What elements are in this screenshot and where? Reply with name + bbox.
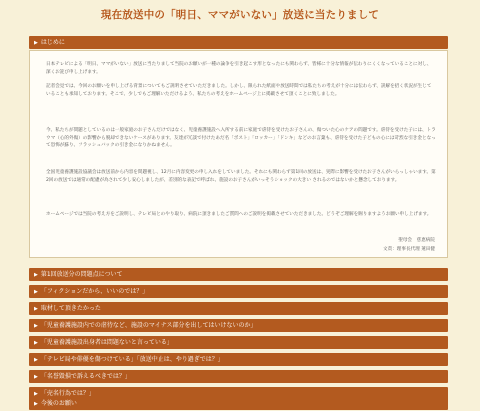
menu-item-1[interactable] — [29, 268, 448, 281]
intro-paragraph-1: 日本テレビによる「明日、ママがいない」放送に当たりまして当院のお願いが一種の論争を引き起こす形となったにも関わらず、皆様に十分な情報が伝わりにくくなっていることに対し、深くお詫び申し上げます。 — [46, 62, 432, 75]
page-title: 現在放送中の「明日、ママがいない」放送に当たりまして — [100, 9, 380, 21]
menu-item-label: 第1回放送分の問題点について — [40, 271, 123, 278]
menu-item-label: 「児童養護施設出身者は問題ないと言っている」 — [40, 339, 173, 346]
menu-item-label: 「フィクションだから、いいのでは？」 — [40, 288, 149, 295]
menu-item-label: 「児童養護施設内での虐待など、施設のマイナス部分を出してはいけないのか」 — [40, 322, 257, 329]
triangle-right-icon: ▶ — [34, 401, 38, 407]
menu-item-label: 「テレビ局や俳優を傷つけている」「放送中止は、やり過ぎでは？」 — [40, 356, 224, 363]
intro-paragraph-2: 記者会見では、今回のお願いを申し上げる背景についてもご説明させていただきました。しかし、限られた紙面や放送時間では私たちの考えが十分には伝わらず、誤解を招く状況が生じていることも承知しております。そこで、少しでもご理解いただけるよう、私たちの考えをホームページ上に掲載させて頂くことに致しました。 — [46, 84, 432, 97]
intro-panel — [29, 50, 448, 258]
signature-name: 文責：理事長代理 蓮田健 — [383, 247, 435, 252]
menu-item-5[interactable] — [29, 336, 448, 349]
triangle-right-icon: ▶ — [34, 306, 38, 312]
triangle-right-icon: ▶ — [34, 272, 38, 278]
menu-item-label: 「売名行為では？」 — [40, 390, 95, 397]
intro-paragraph-5: ホームページでは当院の考え方をご説明し、テレビ局とのやり取り、病院に頂きましたご質問へのご説明を掲載させていただきました。どうぞご理解を賜りますようお願い申し上げます。 — [46, 212, 432, 217]
menu-item-2[interactable] — [29, 285, 448, 298]
menu-item-7[interactable] — [29, 370, 448, 383]
menu-item-label: 取材して頂きたかった — [40, 305, 101, 312]
triangle-right-icon: ▶ — [34, 340, 38, 346]
triangle-right-icon: ▶ — [34, 289, 38, 295]
triangle-right-icon: ▶ — [34, 40, 38, 46]
menu-item-9[interactable] — [29, 398, 448, 410]
menu-item-label: 今後のお願い — [40, 400, 77, 407]
menu-item-6[interactable] — [29, 353, 448, 366]
menu-item-4[interactable] — [29, 319, 448, 332]
menu-item-3[interactable] — [29, 302, 448, 315]
triangle-right-icon: ▶ — [34, 374, 38, 380]
triangle-right-icon: ▶ — [34, 323, 38, 329]
intro-paragraph-4: 全国児童養護施設協議会は放送前から内容を問題視し、12月に内容変更の申し入れをしていました。それにも関わらず第1回の放送は、実際に影響を受けたお子さんがいらっしゃいます。第2回の放送では通常の配慮が為されて少し安心しましたが、差別的な表記で呼ばれ、施設のお子さんがいっそうショックの大きい されるのではないかと懸念しております。 — [46, 170, 436, 183]
intro-header — [29, 36, 448, 49]
intro-header-label: はじめに — [40, 39, 65, 46]
signature-org: 聖母会 慈恵病院 — [398, 238, 435, 243]
intro-paragraph-3: 今、私たちが問題としているのは一般家庭のお子さんだけではなく、児童養護施設へ入所する前に家庭で虐待を受けたお子さんの、傷ついた心のケアの問題です。虐待を受けた子には、トラウマ（心的外傷）の影響から脱却できないケースがあります。友達が冗談で付けたあだ名「ポスト」「ロッカー」「ドンキ」などのお言葉も、虐待を受けた子どもの心には苛烈な引き金となって恐怖が蘇り、フラッシュバックの引き金になりかねません。 — [46, 128, 436, 149]
triangle-right-icon: ▶ — [34, 357, 38, 363]
triangle-right-icon: ▶ — [34, 391, 38, 397]
menu-item-label: 「名誉毀損で訴えるべきでは？」 — [40, 373, 131, 380]
